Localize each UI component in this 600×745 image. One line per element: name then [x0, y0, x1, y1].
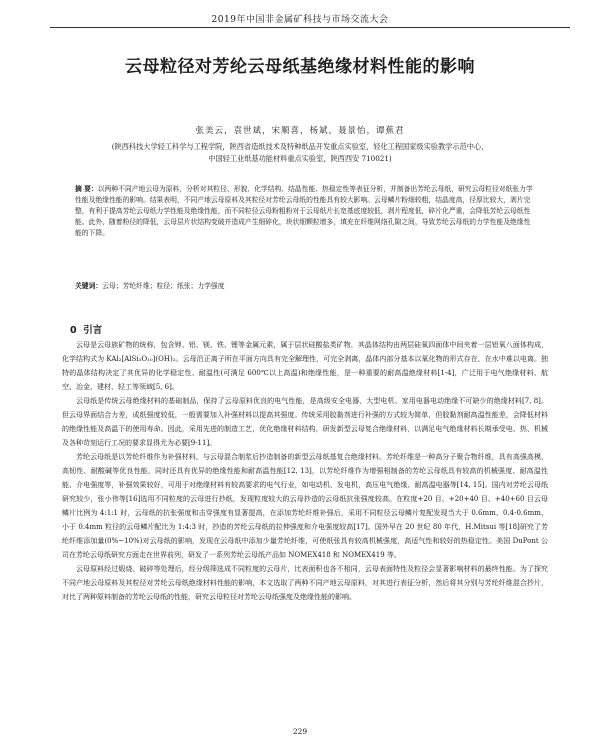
affiliation-line-2: 中国轻工业纸基功能材料重点实验室，陕西西安 710021)	[208, 154, 392, 163]
page-number: 229	[292, 727, 308, 736]
abstract-label: 摘 要：	[75, 185, 98, 193]
author-list: 张美云，袁世斌，宋顺喜，杨斌，聂景怡，谭蕉君	[195, 126, 405, 136]
section-title: 引言	[83, 325, 103, 336]
running-header: 2019年中国非金属矿科技与市场交流大会	[211, 15, 389, 25]
paragraph: 云母是云母族矿物的统称，包含钾、铝、镁、铁、锂等金属元素，属于层状硅酸盐类矿物，其晶体结构由两层硅氧四面体中间夹着一层铝氧八面体构成，化学结构式为 KAl₂[AlSi₃O₁₀](OH)₂。云母沿正离子所在平面方向具有完全解理性，可完全剥离，晶体内部分基本以氧化物的形式存在，在水中难以电离。独特的晶体结构决定了其优异的化学稳定性、耐温性(可满足 600℃以上高温)和绝缘性能，是一种重要的耐高温绝缘材料[1-4]，广泛用于电气绝缘材料、航空、冶金、建材、轻工等领域[5, 6]。	[62, 341, 548, 391]
introduction-body	[62, 338, 548, 604]
paragraph: 云母纸是传统云母绝缘材料的基础制品，保持了云母原料优良的电气性能，是高级安全电器、大型电机、家用电器电动绝缘不可缺少的绝缘材料[7, 8]。但云母界面结合力差，成纸强度较低，一般需要加入补强材料以提高其强度。传统采用胶黏剂进行补强的方式较为简单，但胶黏剂耐高温性能差，会降低材料的绝缘性能及高温下的使用寿命。因此，采用先进的制造工艺，优化绝缘材料结构，研发新型云母复合绝缘材料，以满足电气绝缘材料长期承受电、热、机械及各种苛刻运行工况的要求显得尤为必要[9-11]。	[62, 397, 548, 447]
paper-title: 云母粒径对芳纶云母纸基绝缘材料性能的影响	[125, 57, 475, 77]
section-number: 0	[70, 325, 77, 336]
section-heading-introduction	[70, 322, 102, 336]
paragraph: 芳纶云母纸是以芳纶纤维作为补强材料，与云母混合制浆后抄造制备的新型云母纸基复合绝缘材料。芳纶纤维是一种高分子聚合物纤维，具有高强高模、高韧性、耐酸碱等优良性能，同时还具有优异的绝缘性能和耐高温性能[12, 13]，以芳纶纤维作为增强相制备的芳纶云母纸具有较高的机械强度、耐高温性能、介电强度等，补强效果较好，可用于对绝缘材料有较高要求的电气行业，如电动机、发电机，高压电气绝缘、耐高温电器等[14, 15]。国内对芳纶云母纸研究较少，张小伟等[16]选用不同粒度的云母进行抄纸，发现粒度较大的云母抄造的云母纸抗张强度较高。在粒度+20 目、+20+40 目、+40+60 目云母鳞片比例为 4:1:1 时，云母纸的抗张强度和击穿强度有显著提高，在添加芳纶纤维补强后，采用不同粒径云母鳞片复配发现当大于 0.6mm、0.4-0.6mm、小于 0.4mm 粒径的云母鳞片配比为 1:4:3 时，抄造的芳纶云母纸的拉伸强度和介电强度较高[17]。国外早在 20 世纪 80 年代，H.Mitsui 等[18]研究了芳纶纤维添加量(0%~10%)对云母纸的影响，发现在云母纸中添加少量芳纶纤维，可使纸张具有较高机械强度，高适气性和较好的热稳定性。美国 DuPont 公司在芳纶云母纸研究方面走在世界前列，研发了一系列芳纶云母纸产品如 NOMEX418 和 NOMEX419 等。	[62, 453, 548, 559]
abstract-text: 以两种不同产地云母为原料，分析对其粒径、形貌、化学结构、结晶性能、热稳定性等表征分析，并制备出芳纶云母纸，研究云母粒径对纸张力学性能及绝缘性能的影响。结果表明，不同产地云母原料及其粒径对芳纶云母纸的性能具有较大影响。云母鳞片粉细较粗，结晶度高，径厚比较大，剥片完整，有利于提高芳纶云母纸力学性能及绝缘性能，而不同粒径云母粉粗粉对于云母纸片长宽基底度较低，剥片程度低，碎片化严重，会降低芳纶云母纸性能。此外，随着粉径的降低，云母层片状结构变破并造成产生细碎化，块状细颗粒增多，填充在纤维网络孔隙之间，导致芳纶云母纸的力学性能及绝缘性能的下降。	[75, 185, 533, 237]
header-rule	[50, 27, 570, 28]
paragraph: 云母原料经过煅烧、破碎等处理后，经分级筛选成不同粒度的云母片，比表面积也各不相同，云母表面特性及粒径会显著影响材料的最终性能。为了探究不同产地云母原料及其粒径对芳纶云母纸绝缘材料性能的影响，本文选取了两种不同产地云母原料，对其进行表征分析，然后将其分别与芳纶纤维混合抄片，对比了两种原料制备的芳纶云母纸的性能，研究云母粒径对芳纶云母纸强度及绝缘性能的影响。	[62, 565, 548, 601]
keywords	[75, 280, 535, 290]
keywords-label: 关键词：	[75, 282, 103, 290]
abstract	[75, 184, 535, 239]
affiliation-line-1: (陕西科技大学轻工科学与工程学院，陕西省造纸技术及特种纸品开发重点实验室，轻化工程国家级实验教学示范中心，	[111, 142, 489, 151]
keywords-text: 云母；芳纶纤维；粒径；纸张；力学强度	[102, 282, 225, 290]
